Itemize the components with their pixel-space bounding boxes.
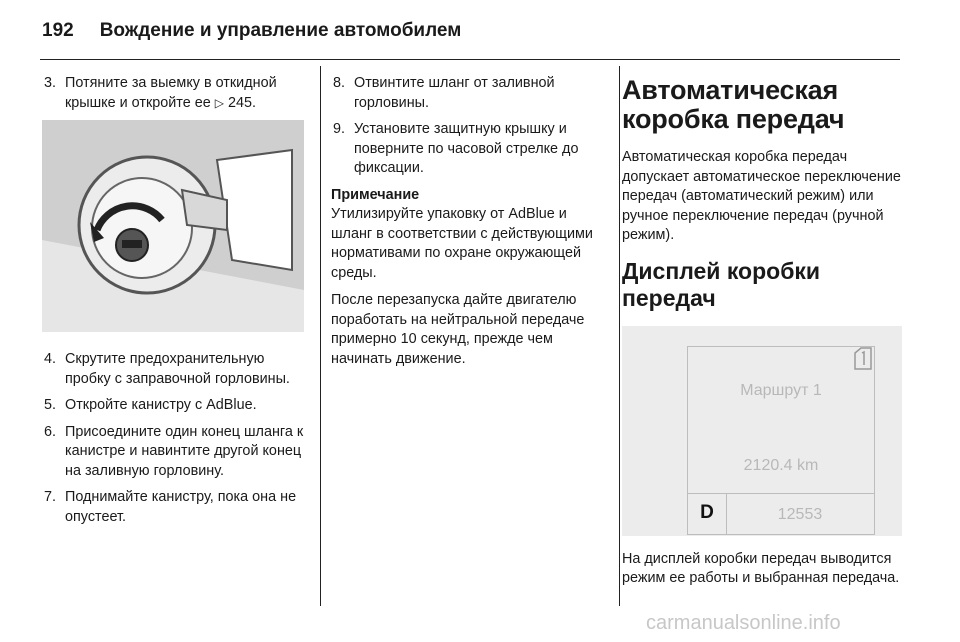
section-paragraph: Автоматическая коробка передач допускает автоматическое переключение передач (автоматический режим) или ручное переключение передач (ручной режим).: [622, 149, 901, 243]
column-divider: [619, 66, 620, 606]
list-item: [42, 350, 306, 389]
steps-list: [331, 74, 607, 179]
column-middle: [331, 74, 607, 377]
page-title: Вождение и управление автомобилем: [99, 20, 462, 41]
step-number: 3.: [44, 75, 57, 91]
step-text: Откройте канистру с AdBlue.: [65, 397, 257, 413]
display-caption: На дисплей коробки передач выводится режим ее работы и выбранная передача.: [622, 550, 900, 586]
column-left: [42, 74, 306, 534]
step-number: 9.: [333, 121, 346, 137]
note-title: Примечание: [331, 186, 420, 203]
display-distance: 2120.4 km: [743, 456, 819, 474]
step-number: 6.: [44, 423, 57, 440]
subsection-title: Дисплей коробки передач: [622, 257, 821, 311]
watermark: carmanualsonline.info: [646, 612, 841, 634]
display-odometer: 12553: [777, 505, 823, 523]
list-item: [331, 74, 607, 113]
display-trip-label: Маршрут 1: [740, 381, 822, 399]
list-item: [331, 120, 607, 179]
step-text: Установите защитную крышку и поверните по часовой стрелке до фиксации.: [354, 121, 579, 176]
page-number: 192: [42, 20, 74, 41]
note-text: Утилизируйте упаковку от AdBlue и шланг в соответствии с действующими нормативами по охране окружающей среды.: [331, 206, 593, 281]
list-item: [42, 74, 306, 113]
gear-indicator: D: [700, 501, 714, 523]
column-divider: [320, 66, 321, 606]
step-number: 8.: [333, 75, 346, 91]
header-rule: [40, 59, 900, 60]
list-item: [42, 423, 306, 482]
list-item: [42, 488, 306, 527]
step-number: 4.: [44, 351, 57, 367]
step-text: Поднимайте канистру, пока она не опустеет.: [65, 489, 297, 525]
display-panel: [687, 346, 875, 535]
list-item: [42, 396, 306, 416]
step-text: Присоедините один конец шланга к канистре и навинтите другой конец на заливную горловину.: [65, 423, 304, 479]
fuel-filler-photo: [42, 120, 304, 332]
page-reference[interactable]: 245.: [227, 94, 256, 111]
triangle-right-icon: ▷: [214, 95, 224, 110]
section-title: Автоматическая коробка передач: [622, 75, 845, 134]
steps-list: [42, 74, 306, 113]
display-memory-icon: [853, 347, 873, 371]
step-text: Скрутите предохранительную пробку с заправочной горловины.: [65, 351, 290, 387]
body-paragraph: После перезапуска дайте двигателю поработать на нейтральной передаче примерно 10 секунд, прежде чем начинать движение.: [331, 292, 585, 367]
step-text: Отвинтите шланг от заливной горловины.: [354, 75, 555, 111]
steps-list: [42, 350, 306, 527]
step-number: 5.: [44, 397, 57, 413]
column-right: [622, 74, 905, 597]
transmission-display-illustration: [622, 326, 902, 536]
page-header: [42, 14, 461, 48]
step-text: Потяните за выемку в откидной крышке и откройте ее: [65, 75, 277, 111]
step-number: 7.: [44, 489, 57, 505]
